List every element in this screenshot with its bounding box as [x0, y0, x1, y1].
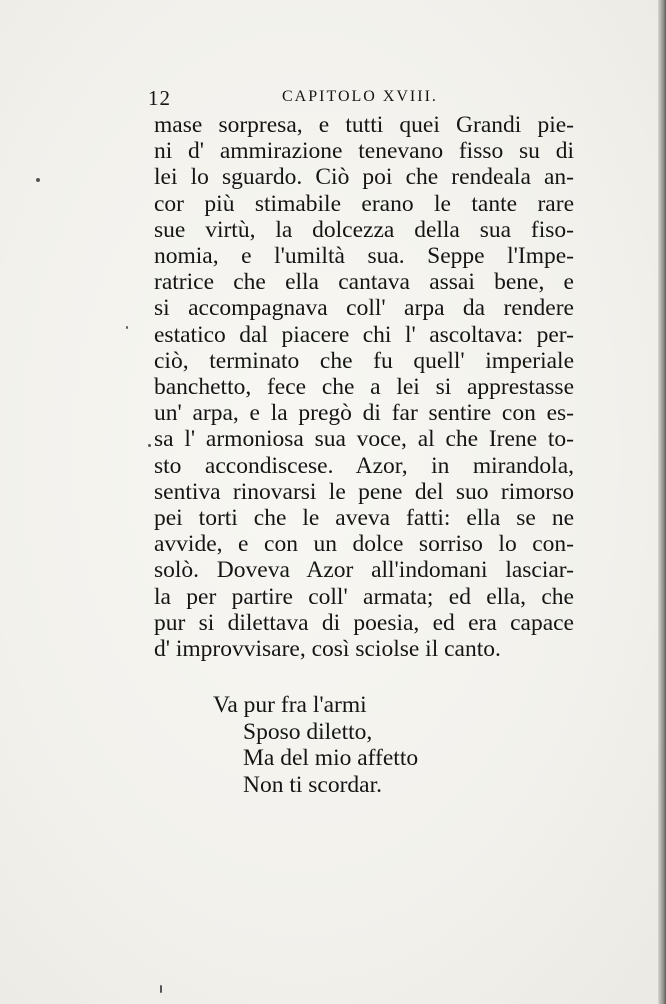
- page-edge-shadow: [658, 0, 666, 1004]
- page-number: 12: [148, 86, 171, 110]
- text-line: nomia, e l'umiltà sua. Seppe l'Impe-: [154, 243, 574, 270]
- body-text: [154, 112, 574, 662]
- text-line: d' improvvisare, così sciolse il canto.: [154, 636, 501, 663]
- paper-speck: [160, 985, 162, 993]
- running-head: CAPITOLO XVIII.: [282, 88, 438, 105]
- text-line: pur si dilettava di poesia, ed era capace: [154, 609, 574, 636]
- page-header: [148, 86, 458, 112]
- verse-stanza: [213, 692, 418, 798]
- text-line: avvide, e con un dolce sorriso lo con-: [154, 531, 574, 558]
- paper-speck: [36, 178, 40, 182]
- text-line: pei torti che le aveva fatti: ella se ne: [154, 505, 574, 532]
- text-line: sue virtù, la dolcezza della sua fiso-: [154, 216, 574, 243]
- text-line: sa l' armoniosa sua voce, al che Irene to-: [154, 426, 574, 453]
- text-line: si accompagnava coll' arpa da rendere: [154, 295, 574, 322]
- text-line: la per partire coll' armata; ed ella, che: [154, 583, 574, 610]
- text-line: solò. Doveva Azor all'indomani lasciar-: [154, 557, 574, 584]
- verse-line: Non ti scordar.: [243, 771, 383, 798]
- text-line: cor più stimabile erano le tante rare: [154, 190, 574, 217]
- text-line: sto accondiscese. Azor, in mirandola,: [154, 452, 574, 479]
- text-line: ciò, terminato che fu quell' imperiale: [154, 347, 574, 374]
- paper-speck: [148, 444, 151, 447]
- text-line: estatico dal piacere chi l' ascoltava: per-: [154, 321, 574, 348]
- text-line: mase sorpresa, e tutti quei Grandi pie-: [154, 112, 574, 138]
- text-line: ratrice che ella cantava assai bene, e: [154, 269, 574, 296]
- text-line: ni d' ammirazione tenevano fisso su di: [154, 138, 574, 165]
- text-line: sentiva rinovarsi le pene del suo rimorso: [154, 478, 574, 505]
- verse-line: Sposo diletto,: [243, 718, 373, 745]
- verse-line: Ma del mio affetto: [243, 745, 419, 771]
- text-line: banchetto, fece che a lei si apprestasse: [154, 374, 574, 401]
- verse-line: Va pur fra l'armi: [213, 692, 367, 718]
- text-line: un' arpa, e la pregò di far sentire con es-: [154, 400, 574, 427]
- paper-speck: [126, 326, 128, 329]
- text-line: lei lo sguardo. Ciò poi che rendeala an-: [154, 164, 574, 191]
